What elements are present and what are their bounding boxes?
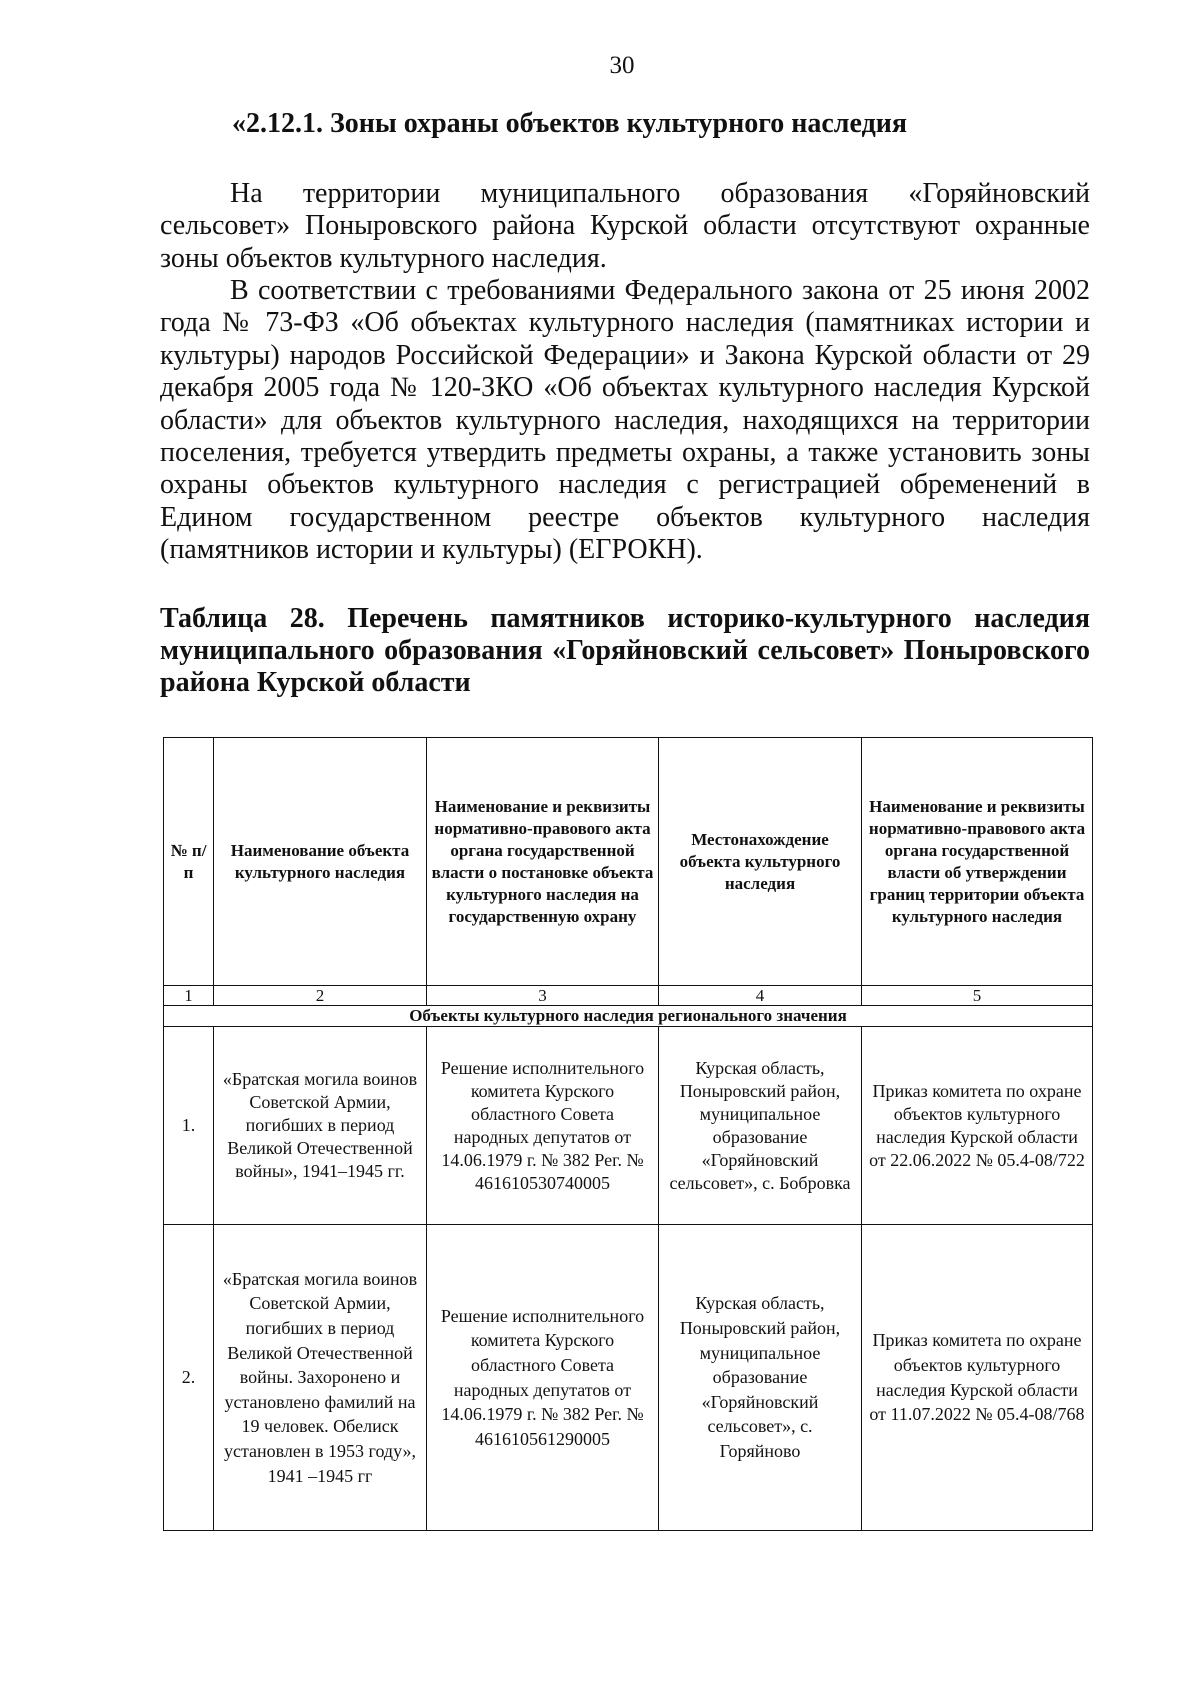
- row-num: 2.: [164, 1225, 214, 1531]
- table-row: [164, 1027, 1093, 1225]
- column-number: 5: [862, 986, 1093, 1006]
- paragraph-2: В соответствии с требованиями Федерального закона от 25 июня 2002 года № 73-ФЗ «Об объектах культурного наследия (памятниках истории и культуры) народов Российской Федерации» и Закона Курской области от 29 декабря 2005 года № 120-ЗКО «Об объектах культурного наследия Курской области» для объектов культурного наследия, находящихся на территории поселения, требуется утвердить предметы охраны, а также установить зоны охраны объектов культурного наследия с регистрацией обременений в Едином государственном реестре объектов культурного наследия (памятников истории и культуры) (ЕГРОКН).: [160, 275, 1090, 566]
- paragraph-1: На территории муниципального образования «Горяйновский сельсовет» Поныровского района Курской области отсутствуют охранные зоны объектов культурного наследия.: [160, 178, 1090, 274]
- row-act: Решение исполнительного комитета Курского областного Совета народных депутатов от 14.06.1979 г. № 382 Рег. № 461610561290005: [427, 1225, 659, 1531]
- header-num: № п/п: [164, 738, 214, 986]
- page-number: 30: [609, 52, 635, 79]
- header-act: Наименование и реквизиты нормативно-правового акта органа государственной власти о постановке объекта культурного наследия на государственную охрану: [427, 738, 659, 986]
- group-label: Объекты культурного наследия регионального значения: [164, 1006, 1093, 1027]
- row-name: «Братская могила воинов Советской Армии, погибших в период Великой Отечественной войны. Захоронено и установлено фамилий на 19 человек. Обелиск установлен в 1953 году», 1941 –1945 гг: [214, 1225, 427, 1531]
- header-boundaries: Наименование и реквизиты нормативно-правового акта органа государственной власти об утверждении границ территории объекта культурного наследия: [862, 738, 1093, 986]
- column-number: 4: [659, 986, 862, 1006]
- header-name: Наименование объекта культурного наследия: [214, 738, 427, 986]
- row-location: Курская область, Поныровский район, муниципальное образование «Горяйновский сельсовет», с. Бобровка: [659, 1027, 862, 1225]
- row-name: «Братская могила воинов Советской Армии, погибших в период Великой Отечественной войны», 1941–1945 гг.: [214, 1027, 427, 1225]
- heritage-table: [163, 737, 1093, 1531]
- column-number: 2: [214, 986, 427, 1006]
- column-number: 1: [164, 986, 214, 1006]
- header-location: Местонахождение объекта культурного наследия: [659, 738, 862, 986]
- group-row: [164, 1006, 1093, 1027]
- table-caption: Таблица 28. Перечень памятников историко-культурного наследия муниципального образования «Горяйновский сельсовет» Поныровского района Курской области: [160, 603, 1090, 698]
- section-title: «2.12.1. Зоны охраны объектов культурного наследия: [232, 108, 908, 139]
- column-number: 3: [427, 986, 659, 1006]
- table-header-row: [164, 738, 1093, 986]
- row-num: 1.: [164, 1027, 214, 1225]
- row-boundaries: Приказ комитета по охране объектов культурного наследия Курской области от 11.07.2022 № 05.4-08/768: [862, 1225, 1093, 1531]
- row-boundaries: Приказ комитета по охране объектов культурного наследия Курской области от 22.06.2022 № 05.4-08/722: [862, 1027, 1093, 1225]
- column-number-row: [164, 986, 1093, 1006]
- row-act: Решение исполнительного комитета Курского областного Совета народных депутатов от 14.06.1979 г. № 382 Рег. № 461610530740005: [427, 1027, 659, 1225]
- row-location: Курская область, Поныровский район, муниципальное образование «Горяйновский сельсовет», с. Горяйново: [659, 1225, 862, 1531]
- table-row: [164, 1225, 1093, 1531]
